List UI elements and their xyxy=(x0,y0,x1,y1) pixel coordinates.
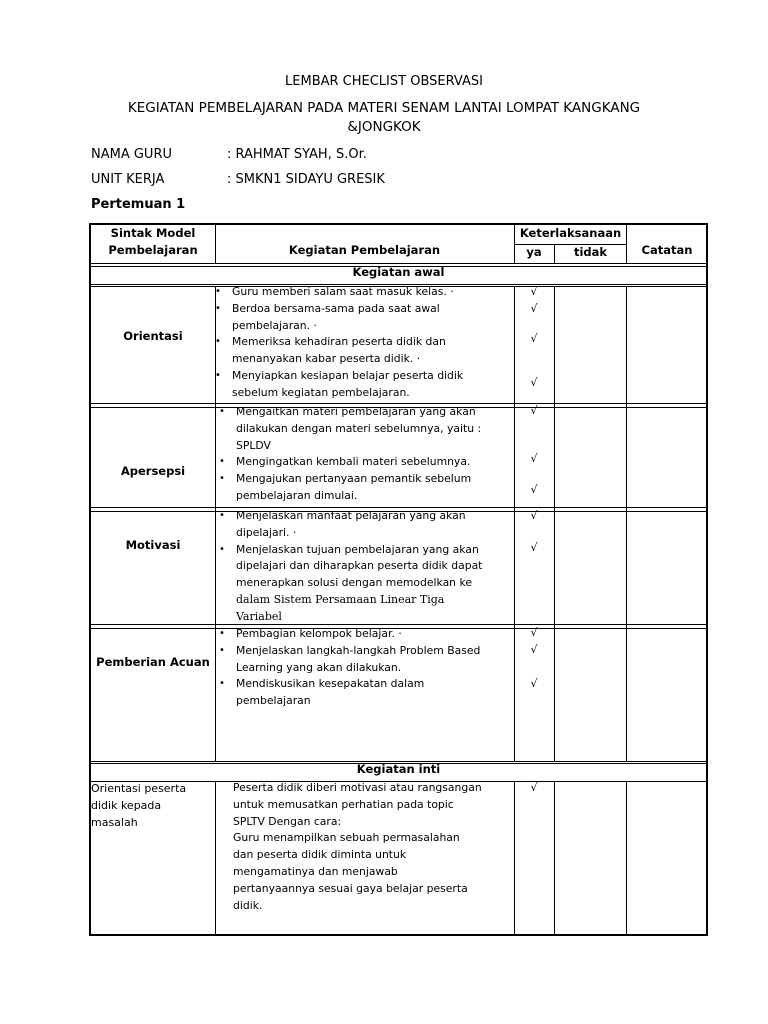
list-item xyxy=(219,676,517,693)
check-mark: √ xyxy=(530,781,538,794)
list-item xyxy=(219,421,517,438)
activity-text: untuk memusatkan perhatian pada topic xyxy=(233,797,454,811)
activity-text: Peserta didik diberi motivasi atau rangsangan xyxy=(233,781,482,794)
list-item xyxy=(215,318,515,335)
activity-text: Guru memberi salam saat masuk kelas. · xyxy=(232,285,454,298)
sintak-line: didik kepada xyxy=(91,799,162,812)
activity-text: Guru menampilkan sebuah permasalahan xyxy=(233,831,460,845)
list-item xyxy=(219,626,517,643)
list-item xyxy=(219,471,517,488)
section-kegiatan-awal: Kegiatan awal xyxy=(352,265,445,279)
activity-text: Mengajukan pertanyaan pemantik sebelum xyxy=(236,472,472,486)
col-divider xyxy=(554,781,555,934)
check-mark: √ xyxy=(530,643,538,656)
list-item xyxy=(219,592,517,609)
bullet-icon: • xyxy=(219,510,225,521)
activity-text: pembelajaran xyxy=(236,694,311,708)
header-sintak xyxy=(91,225,215,259)
check-mark: √ xyxy=(530,332,538,345)
header-sintak-line2: Pembelajaran xyxy=(108,243,198,257)
list-item xyxy=(219,609,517,626)
check-mark: √ xyxy=(530,302,538,315)
activity-text: Menjelaskan manfaat pelajaran yang akan xyxy=(236,509,466,522)
activity-text: Menjelaskan tujuan pembelajaran yang akan xyxy=(236,542,479,556)
activities-apersepsi xyxy=(219,404,517,505)
header-sintak-line1: Sintak Model xyxy=(110,226,196,240)
activity-text: Memeriksa kehadiran peserta didik dan xyxy=(232,335,446,349)
check-mark: √ xyxy=(530,541,538,554)
bullet-icon: • xyxy=(219,456,225,468)
list-item xyxy=(219,438,517,455)
activity-text: Mendiskusikan kesepakatan dalam xyxy=(236,677,425,691)
check-mark: √ xyxy=(530,376,538,389)
check-mark: √ xyxy=(530,509,538,522)
document-title: LEMBAR CHECLIST OBSERVASI xyxy=(285,74,483,89)
bullet-icon: • xyxy=(219,644,225,656)
activity-text: SPLDV xyxy=(236,438,271,452)
check-mark: √ xyxy=(530,404,538,417)
check-mark: √ xyxy=(530,483,538,496)
bullet-icon: • xyxy=(219,406,225,417)
activity-text: dan peserta didik diminta untuk xyxy=(233,848,407,862)
list-item xyxy=(219,488,517,505)
list-item xyxy=(215,385,515,402)
activity-text: Learning yang akan dilakukan. xyxy=(236,660,402,674)
activity-text: SPLTV Dengan cara: xyxy=(233,814,342,828)
activity-text: Menyiapkan kesiapan belajar peserta didik xyxy=(232,368,464,382)
col-divider xyxy=(554,286,555,761)
activity-text: Mengaitkan materi pembelajaran yang akan xyxy=(236,405,476,418)
bullet-icon: • xyxy=(215,336,221,348)
activity-text: menanyakan kabar peserta didik. · xyxy=(232,352,421,366)
activities-pemberian-acuan xyxy=(219,626,517,710)
list-item xyxy=(219,660,517,677)
activity-text: Mengingatkan kembali materi sebelumnya. xyxy=(236,455,471,469)
unit-value: : SMKN1 SIDAYU GRESIK xyxy=(227,172,385,187)
list-item xyxy=(219,454,517,471)
bullet-icon: • xyxy=(215,302,221,314)
list-item xyxy=(219,525,517,542)
subtitle-line-1: KEGIATAN PEMBELAJARAN PADA MATERI SENAM LANTAI LOMPAT KANGKANG xyxy=(127,100,641,116)
activity-text: mengamatinya dan menjawab xyxy=(233,864,398,878)
bullet-icon: • xyxy=(219,473,225,485)
header-keterlaksanaan: Keterlaksanaan xyxy=(519,226,622,240)
activity-text: pertanyaannya sesuai gaya belajar peserta xyxy=(233,881,468,895)
bullet-icon: • xyxy=(219,543,225,555)
header-ya: ya xyxy=(526,245,542,259)
activity-text: dalam Sistem Persamaan Linear Tiga xyxy=(236,592,445,606)
list-item xyxy=(215,334,515,351)
list-item xyxy=(215,284,515,301)
bullet-icon: • xyxy=(219,678,225,690)
sintak-apersepsi: Apersepsi xyxy=(120,464,186,478)
list-item xyxy=(219,575,517,592)
sintak-pemberian-acuan: Pemberian Acuan xyxy=(96,655,210,669)
activity-text: sebelum kegiatan pembelajaran. xyxy=(232,385,410,399)
activity-text: Berdoa bersama-sama pada saat awal xyxy=(232,301,440,315)
list-item xyxy=(219,508,517,525)
activity-text: dipelajari. · xyxy=(236,525,297,539)
header-tidak: tidak xyxy=(573,245,608,259)
sintak-line: Orientasi peserta xyxy=(91,782,187,795)
header-kegiatan: Kegiatan Pembelajaran xyxy=(288,243,441,257)
activity-text: Variabel xyxy=(236,609,282,623)
sintak-line: masalah xyxy=(91,816,138,829)
activity-text: Pembagian kelompok belajar. · xyxy=(236,627,402,640)
activity-text: pembelajaran dimulai. xyxy=(236,488,358,502)
bullet-icon: • xyxy=(215,369,221,381)
list-item xyxy=(219,693,517,710)
activity-text: dilakukan dengan materi sebelumnya, yaitu : xyxy=(236,421,482,435)
check-mark: √ xyxy=(530,677,538,690)
list-item xyxy=(215,301,515,318)
sintak-orientasi: Orientasi xyxy=(123,329,183,343)
bullet-icon: • xyxy=(215,286,221,297)
col-divider xyxy=(626,781,627,934)
check-mark: √ xyxy=(530,285,538,298)
col-divider xyxy=(626,286,627,761)
list-item xyxy=(219,542,517,559)
guru-value: : RAHMAT SYAH, S.Or. xyxy=(227,147,367,162)
activity-text: dipelajari dan diharapkan peserta didik dapat xyxy=(236,559,483,573)
activities-orientasi xyxy=(215,284,515,402)
activities-kegiatan-inti xyxy=(216,780,516,914)
list-item xyxy=(219,558,517,575)
list-item xyxy=(215,368,515,385)
list-item xyxy=(219,643,517,660)
activity-text: menerapkan solusi dengan memodelkan ke xyxy=(236,576,472,590)
activity-text: didik. xyxy=(233,898,263,912)
pertemuan-label: Pertemuan 1 xyxy=(91,197,186,212)
header-catatan: Catatan xyxy=(641,243,693,257)
list-item xyxy=(215,351,515,368)
list-item xyxy=(219,404,517,421)
unit-label: UNIT KERJA xyxy=(91,172,165,187)
guru-label: NAMA GURU xyxy=(91,147,172,162)
activity-text: pembelajaran. · xyxy=(232,318,317,332)
bullet-icon: • xyxy=(219,628,225,639)
subtitle-line-2: &JONGKOK xyxy=(347,119,421,135)
sintak-orientasi-peserta xyxy=(91,780,214,831)
check-mark: √ xyxy=(530,452,538,465)
section-kegiatan-inti: Kegiatan inti xyxy=(356,762,441,776)
sintak-motivasi: Motivasi xyxy=(125,538,181,552)
activities-motivasi xyxy=(219,508,517,626)
check-mark: √ xyxy=(530,626,538,639)
activity-text: Menjelaskan langkah-langkah Problem Based xyxy=(236,643,481,657)
document-subtitle xyxy=(70,99,698,137)
row-divider xyxy=(91,263,706,264)
